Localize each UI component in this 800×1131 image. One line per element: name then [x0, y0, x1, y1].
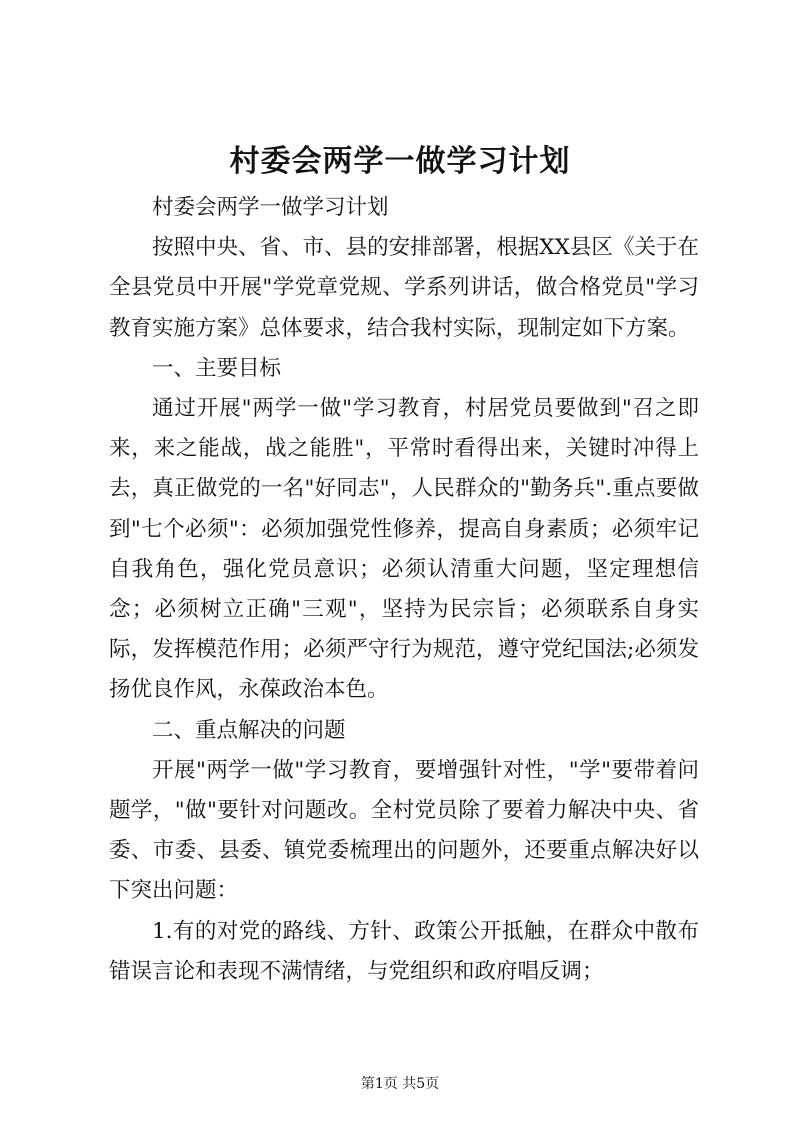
document-title: 村委会两学一做学习计划 — [229, 144, 571, 179]
section-heading-goals: 一、主要目标 — [152, 355, 282, 381]
page-footer: 第1页 共5页 — [360, 1076, 440, 1092]
paragraph-problems: 开展"两学一做"学习教育，要增强针对性，"学"要带着问题学，"做"要针对问题改。全村党员除了要着力解决中央、省委、市委、县委、镇党委梳理出的问题外，还要重点解决好以下突出问题： — [109, 757, 699, 904]
paragraph-goals: 通过开展"两学一做"学习教育，村居党员要做到"召之即来，来之能战，战之能胜"，平常时看得出来，关键时冲得上去，真正做党的一名"好同志"，人民群众的"勤务兵".重点要做到"七个必须"：必须加强党性修养，提高自身素质；必须牢记自我角色，强化党员意识；必须认清重大问题，坚定理想信念；必须树立正确"三观"，坚持为民宗旨；必须联系自身实际，发挥模范作用；必须严守行为规范，遵守党纪国法;必须发扬优良作风，永葆政治本色。 — [109, 396, 699, 703]
document-body — [109, 188, 699, 992]
paragraph-intro: 按照中央、省、市、县的安排部署，根据XX县区《关于在全县党员中开展"学党章党规、学系列讲话，做合格党员"学习教育实施方案》总体要求，结合我村实际，现制定如下方案。 — [109, 235, 699, 341]
section-heading-problems: 二、重点解决的问题 — [152, 717, 346, 743]
paragraph-subtitle: 村委会两学一做学习计划 — [152, 195, 389, 220]
list-item-1: 1.有的对党的路线、方针、政策公开抵触，在群众中散布错误言论和表现不满情绪，与党组织和政府唱反调； — [109, 918, 699, 984]
